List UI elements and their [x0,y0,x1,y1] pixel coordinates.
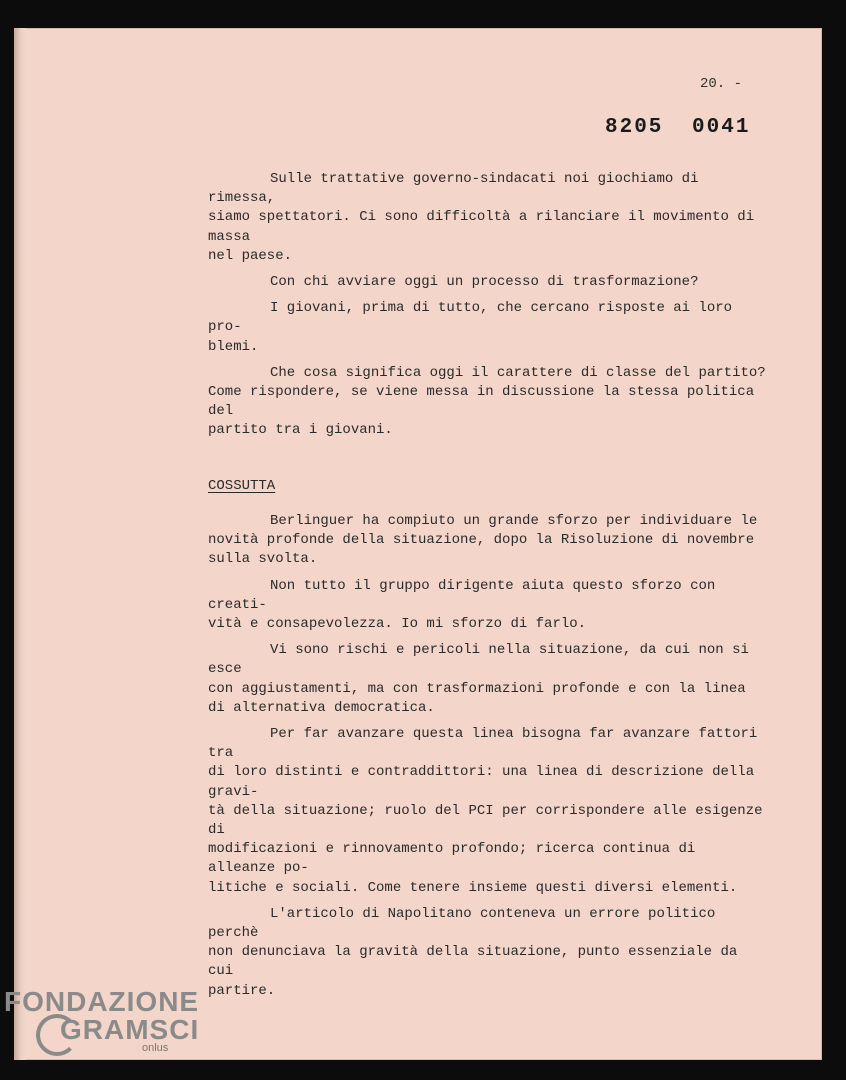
watermark-line-2: GRAMSCI [60,1014,200,1045]
document-page [14,28,822,1060]
text-line: siamo spettatori. Ci sono difficoltà a rilanciare il movimento di massa [208,209,763,245]
text-line: tà della situazione; ruolo del PCI per corrispondere alle esigenze di [208,802,771,839]
fondazione-gramsci-watermark [4,988,199,1054]
text-line: Con chi avviare oggi un processo di trasformazione? [270,274,699,291]
section-1-text [208,170,768,441]
text-line: non denunciava la gravità della situazione, punto essenziale da cui [208,944,746,980]
text-line: partito tra i giovani. [208,422,393,439]
watermark-line-3: onlus [142,1042,169,1054]
section-2-text [208,512,771,1001]
page-number: 20. - [700,76,743,92]
archive-stamp-code: 8205 0041 [605,116,751,139]
text-line: Per far avanzare questa linea bisogna far avanzare fattori tra [208,726,766,762]
text-line: Berlinguer ha compiuto un grande sforzo per individuare le [270,513,758,529]
watermark-line-1: FONDAZIONE [4,986,200,1017]
page-binding-edge [14,28,26,1060]
text-line: L'articolo di Napolitano conteneva un errore politico perchè [208,905,724,942]
text-line: Come rispondere, se viene messa in discussione la stessa politica del [208,384,763,420]
text-line: di loro distinti e contraddittori: una linea di descrizione della gravi- [208,764,763,800]
text-line: con aggiustamenti, ma con trasformazioni profonde e con la linea [208,680,746,697]
text-line: Vi sono rischi e pericoli nella situazione, da cui non si esce [208,642,758,678]
speaker-heading: COSSUTTA [208,478,276,494]
text-line: blemi. [208,338,259,355]
text-line: vità e consapevolezza. Io mi sforzo di farlo. [208,616,587,633]
text-line: modificazioni e rinnovamento profondo; ricerca continua di alleanze po- [208,841,704,877]
text-line: Sulle trattative governo-sindacati noi giochiamo di rimessa, [208,171,707,207]
text-line: litiche e sociali. Come tenere insieme questi diversi elementi. [208,879,738,896]
text-line: partire. [208,982,276,999]
text-line: nel paese. [208,247,293,264]
text-line: novità profonde della situazione, dopo la Risoluzione di novembre [208,532,755,549]
text-line: di alternativa democratica. [208,699,435,716]
text-line: sulla svolta. [208,551,318,568]
text-line: Non tutto il gruppo dirigente aiuta questo sforzo con creati- [208,577,724,613]
text-line: Che cosa significa oggi il carattere di classe del partito? [270,364,766,381]
text-line: I giovani, prima di tutto, che cercano risposte ai loro pro- [208,300,741,336]
